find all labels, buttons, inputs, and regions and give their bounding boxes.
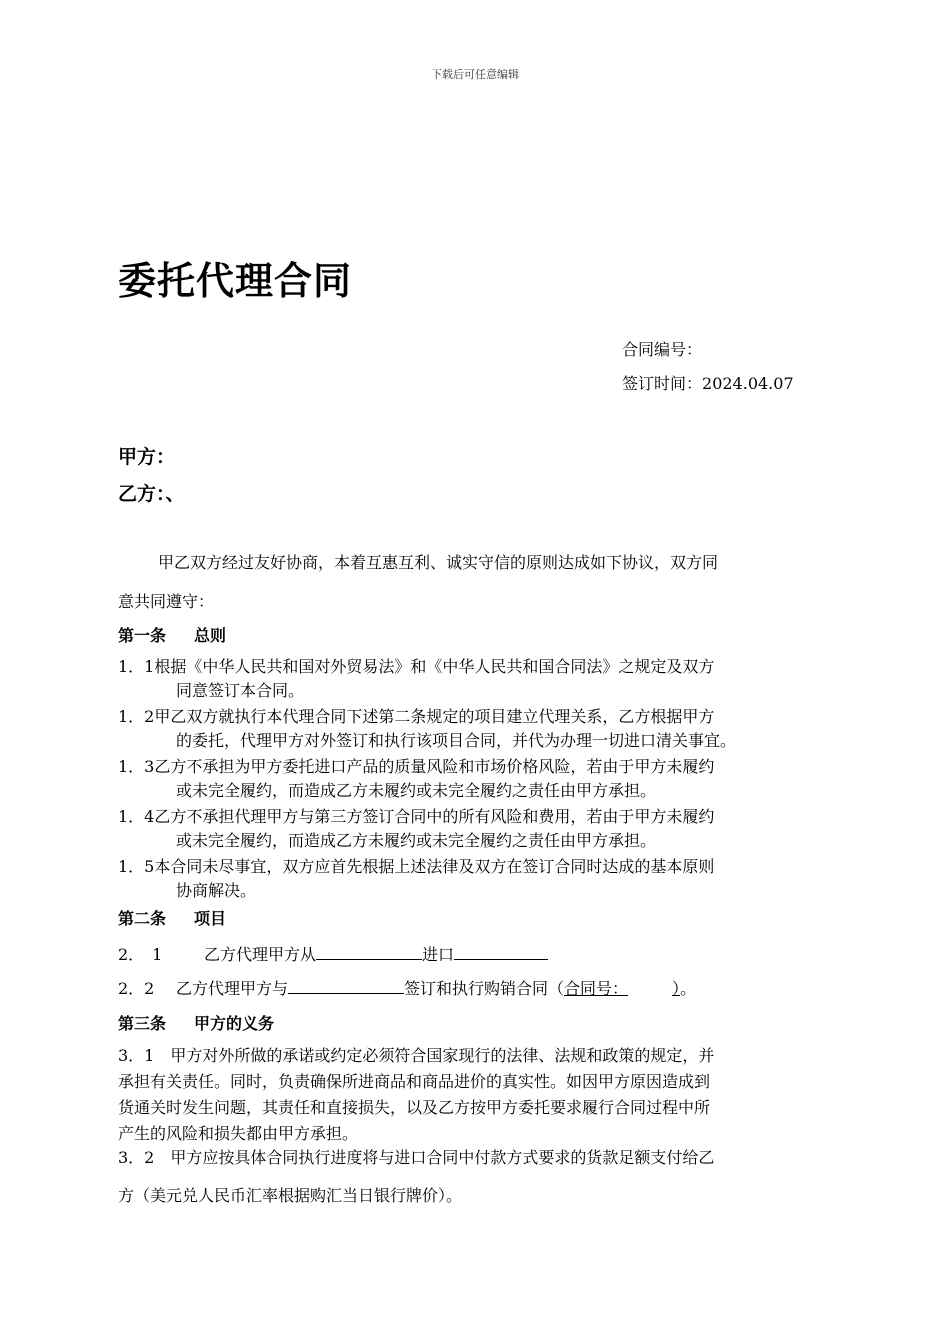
clause-1-4 bbox=[118, 805, 834, 853]
clause-line: 1．5本合同未尽事宜，双方应首先根据上述法律及双方在签订合同时达成的基本原则 bbox=[118, 857, 715, 876]
article-3-title: 甲方的义务 bbox=[194, 1014, 275, 1033]
clause-3-1 bbox=[118, 1043, 834, 1147]
clause-text: 进口 bbox=[422, 945, 455, 964]
clause-1-1 bbox=[118, 655, 834, 703]
article-3-heading bbox=[118, 1011, 274, 1034]
party-a-label: 甲方： bbox=[118, 446, 176, 468]
article-2-title: 项目 bbox=[194, 909, 227, 928]
clause-line: 的委托，代理甲方对外签订和执行该项目合同，并代为办理一切进口清关事宜。 bbox=[176, 731, 737, 750]
clause-text: 乙方代理甲方与 bbox=[176, 979, 289, 998]
clause-text: 签订和执行购销合同（ bbox=[404, 979, 565, 998]
paragraph-line: 承担有关责任。同时，负责确保所进商品和商品进价的真实性。如因甲方原因造成到 bbox=[118, 1072, 711, 1091]
sign-time bbox=[622, 371, 794, 394]
clause-1-2 bbox=[118, 705, 834, 753]
sign-time-label: 签订时间： bbox=[622, 374, 703, 393]
header-note: 下载后可任意编辑 bbox=[431, 68, 519, 81]
clause-number: 2．2 bbox=[118, 979, 155, 998]
clause-line: 同意签订本合同。 bbox=[176, 681, 305, 700]
party-b-label: 乙方：、 bbox=[118, 483, 185, 505]
article-2-heading bbox=[118, 906, 226, 929]
document-title: 委托代理合同 bbox=[118, 259, 353, 303]
paragraph-line: 产生的风险和损失都由甲方承担。 bbox=[118, 1124, 359, 1143]
clause-number: 2． 1 bbox=[118, 945, 163, 964]
blank-field bbox=[288, 976, 404, 994]
clause-end: 。 bbox=[680, 979, 697, 998]
contract-number-underlined bbox=[564, 979, 680, 998]
clause-3-2-line-1: 3．2 甲方应按具体合同执行进度将与进口合同中付款方式要求的货款足额支付给乙 bbox=[118, 1148, 715, 1167]
article-3-number: 第三条 bbox=[118, 1014, 167, 1033]
contract-number-text: 合同号： bbox=[564, 979, 629, 998]
clause-line: 或未完全履约，而造成乙方未履约或未完全履约之责任由甲方承担。 bbox=[176, 781, 657, 800]
paragraph-line: 3．1 甲方对外所做的承诺或约定必须符合国家现行的法律、法规和政策的规定，并 bbox=[118, 1046, 715, 1065]
blank-field bbox=[454, 942, 548, 960]
clause-3-2-line-2: 方（美元兑人民币汇率根据购汇当日银行牌价）。 bbox=[118, 1186, 463, 1205]
article-1-number: 第一条 bbox=[118, 626, 167, 645]
contract-number-close: ） bbox=[672, 979, 681, 998]
clause-line: 1．2甲乙双方就执行本代理合同下述第二条规定的项目建立代理关系，乙方根据甲方 bbox=[118, 707, 715, 726]
clause-line: 协商解决。 bbox=[176, 881, 257, 900]
clause-line: 1．4乙方不承担代理甲方与第三方签订合同中的所有风险和费用，若由于甲方未履约 bbox=[118, 807, 715, 826]
clause-line: 1．1根据《中华人民共和国对外贸易法》和《中华人民共和国合同法》之规定及双方 bbox=[118, 657, 715, 676]
clause-text: 乙方代理甲方从 bbox=[204, 945, 317, 964]
article-1-heading bbox=[118, 623, 226, 646]
clause-1-3 bbox=[118, 755, 834, 803]
clause-line: 或未完全履约，而造成乙方未履约或未完全履约之责任由甲方承担。 bbox=[176, 831, 657, 850]
article-1-title: 总则 bbox=[194, 626, 227, 645]
blank-field bbox=[316, 942, 422, 960]
intro-line-1: 甲乙双方经过友好协商，本着互惠互利、诚实守信的原则达成如下协议，双方同 bbox=[158, 553, 719, 572]
article-2-number: 第二条 bbox=[118, 909, 167, 928]
contract-number-label: 合同编号： bbox=[622, 340, 703, 359]
clause-2-1 bbox=[118, 942, 548, 965]
clause-1-5 bbox=[118, 855, 834, 903]
sign-time-value: 2024.04.07 bbox=[702, 374, 794, 393]
clause-line: 1．3乙方不承担为甲方委托进口产品的质量风险和市场价格风险，若由于甲方未履约 bbox=[118, 757, 715, 776]
intro-line-2: 意共同遵守： bbox=[118, 592, 215, 611]
paragraph-line: 货通关时发生问题，其责任和直接损失，以及乙方按甲方委托要求履行合同过程中所 bbox=[118, 1098, 711, 1117]
clause-2-2 bbox=[118, 976, 696, 999]
